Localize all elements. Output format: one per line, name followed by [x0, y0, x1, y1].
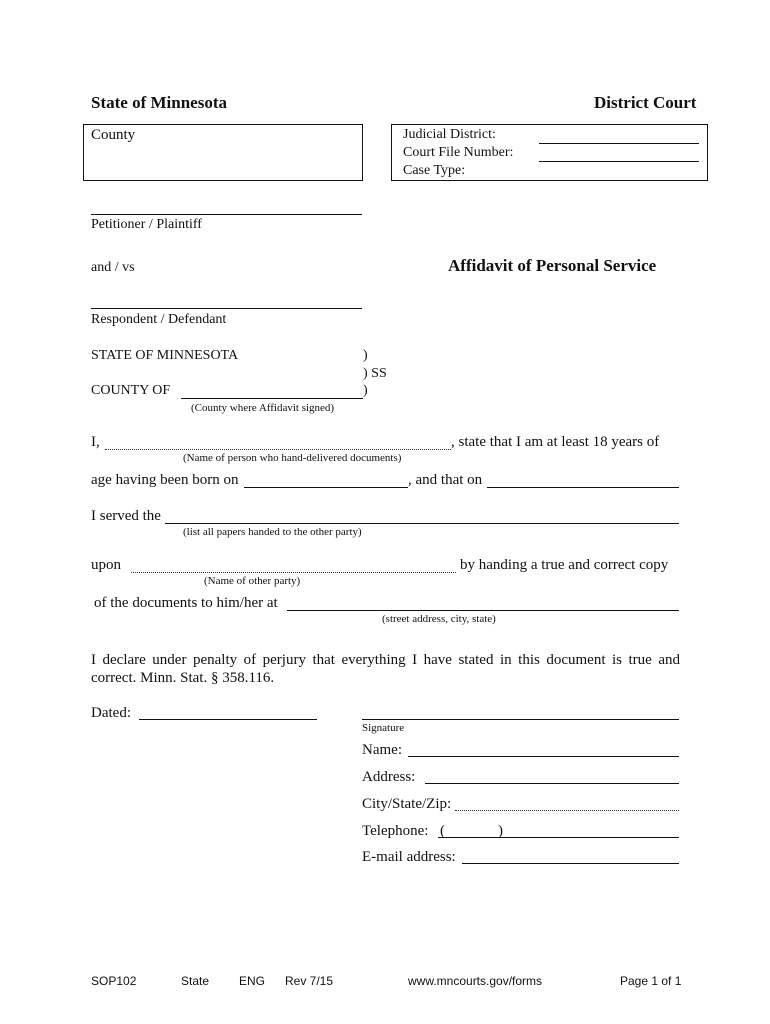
- state-heading: State of Minnesota: [91, 93, 227, 112]
- document-title: Affidavit of Personal Service: [448, 256, 657, 275]
- county-label: County: [91, 127, 136, 143]
- declaration-text: I declare under penalty of perjury that everything I have stated in this document is true and correct. Minn. Stat. § 358.116.: [91, 652, 680, 686]
- venue-county-field[interactable]: [181, 398, 363, 399]
- footer-language: ENG: [239, 974, 266, 988]
- venue-state: STATE OF MINNESOTA: [91, 348, 239, 363]
- signature-label: Signature: [362, 722, 405, 734]
- birth-date-field[interactable]: [244, 487, 408, 488]
- telephone-label: Telephone:: [362, 823, 429, 839]
- dated-field[interactable]: [139, 719, 317, 720]
- address-field[interactable]: [425, 783, 679, 784]
- venue-paren-3: ): [363, 383, 368, 398]
- footer-type: State: [181, 974, 210, 988]
- telephone-field[interactable]: [438, 837, 679, 838]
- age-statement: , state that I am at least 18 years of: [451, 434, 660, 450]
- city-state-zip-field[interactable]: [455, 810, 679, 811]
- service-address-field[interactable]: [287, 610, 679, 611]
- footer-page: Page 1 of 1: [620, 974, 682, 988]
- name-hint: (Name of person who hand-delivered documents): [183, 452, 402, 464]
- papers-hint: (list all papers handed to the other party): [183, 526, 362, 538]
- other-party-field[interactable]: [131, 572, 456, 573]
- service-date-field[interactable]: [487, 487, 679, 488]
- footer-revision: Rev 7/15: [285, 974, 334, 988]
- court-heading: District Court: [594, 93, 697, 112]
- email-label: E-mail address:: [362, 849, 456, 865]
- footer-url[interactable]: www.mncourts.gov/forms: [408, 974, 543, 988]
- served-the-label: I served the: [91, 508, 161, 524]
- city-state-zip-label: City/State/Zip:: [362, 796, 452, 812]
- phone-open-paren: (: [440, 823, 445, 839]
- email-field[interactable]: [462, 863, 679, 864]
- name-label: Name:: [362, 742, 402, 758]
- and-vs-label: and / vs: [91, 260, 135, 275]
- signature-field[interactable]: [362, 719, 679, 720]
- venue-county-of: COUNTY OF: [91, 383, 171, 398]
- handing-statement: by handing a true and correct copy: [460, 557, 669, 573]
- and-that-on-label: , and that on: [408, 472, 483, 488]
- venue-paren-1: ): [363, 348, 368, 363]
- petitioner-label: Petitioner / Plaintiff: [91, 217, 202, 232]
- case-type-label: Case Type:: [403, 163, 466, 178]
- respondent-field[interactable]: [91, 308, 362, 309]
- born-on-label: age having been born on: [91, 472, 239, 488]
- papers-served-field[interactable]: [165, 523, 679, 524]
- i-label: I,: [91, 434, 100, 450]
- respondent-label: Respondent / Defendant: [91, 312, 227, 327]
- dated-label: Dated:: [91, 705, 131, 721]
- address-label: Address:: [362, 769, 416, 785]
- county-box: [83, 124, 363, 181]
- address-hint: (street address, city, state): [382, 613, 496, 625]
- footer-form-code: SOP102: [91, 974, 137, 988]
- venue-ss: ) SS: [363, 366, 387, 381]
- documents-at-label: of the documents to him/her at: [94, 595, 278, 611]
- upon-label: upon: [91, 557, 121, 573]
- other-party-hint: (Name of other party): [204, 575, 301, 587]
- judicial-district-label: Judicial District:: [403, 127, 496, 142]
- judicial-district-field[interactable]: [539, 143, 699, 144]
- court-file-number-label: Court File Number:: [403, 145, 514, 160]
- court-file-number-field[interactable]: [539, 161, 699, 162]
- phone-close-paren: ): [498, 823, 503, 839]
- petitioner-field[interactable]: [91, 214, 362, 215]
- county-hint: (County where Affidavit signed): [191, 402, 335, 414]
- name-field[interactable]: [408, 756, 679, 757]
- case-info-box: [391, 124, 708, 181]
- affiant-name-field[interactable]: [105, 449, 451, 450]
